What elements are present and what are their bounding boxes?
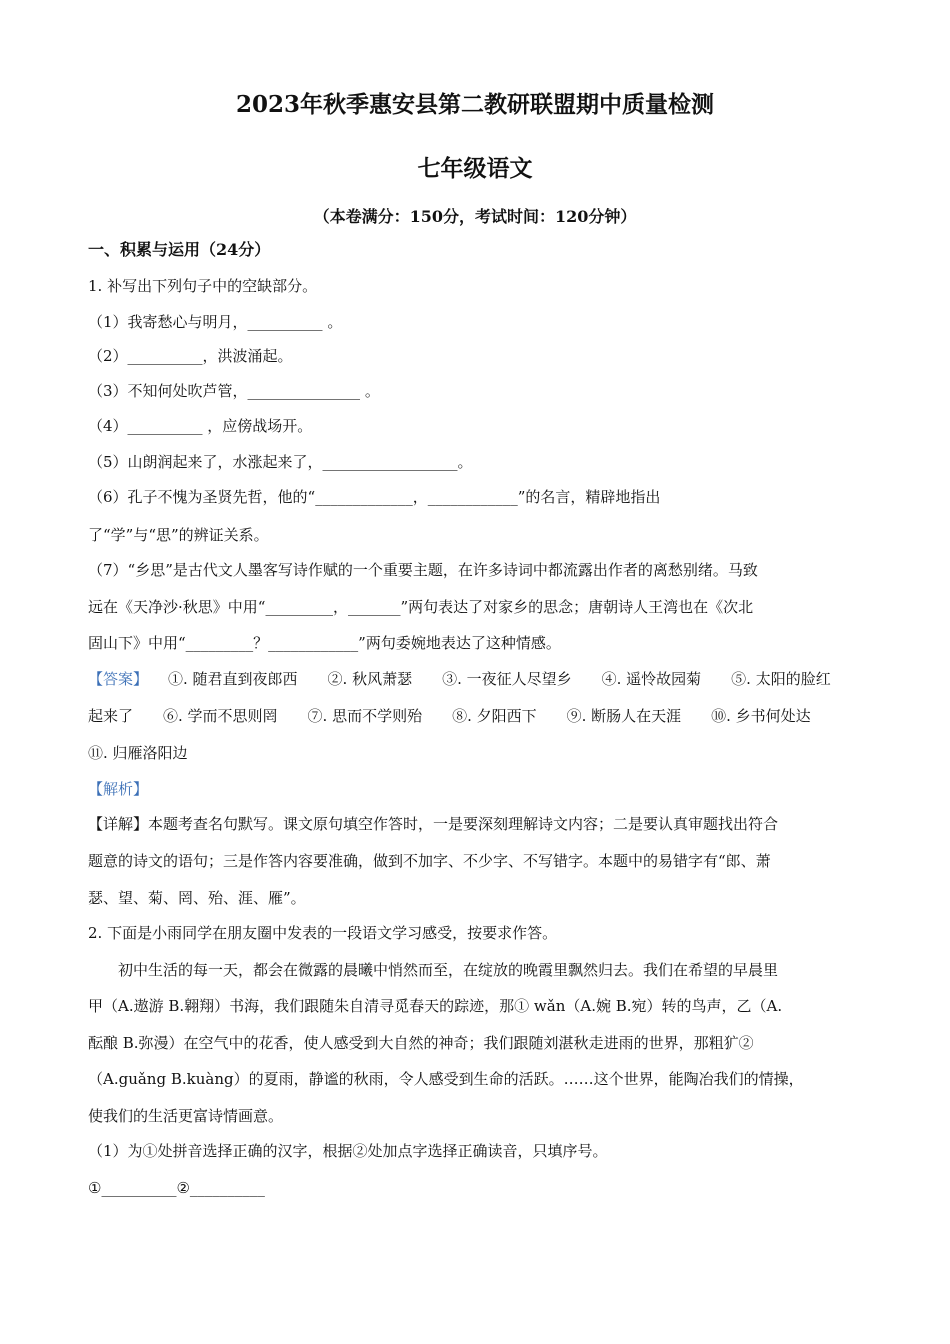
passage-line: 甲（A.遨游 B.翱翔）书海，我们跟随朱自清寻觅春天的踪迹，那① wǎn（A.婉 B.宛）转的鸟声，乙（A. bbox=[88, 997, 783, 1015]
question-1-item: （5）山朗润起来了，水涨起来了，__________________。 bbox=[88, 453, 473, 471]
answer-line bbox=[88, 669, 878, 689]
question-2-stem: 2. 下面是小雨同学在朋友圈中发表的一段语文学习感受，按要求作答。 bbox=[88, 924, 558, 942]
exam-note: （本卷满分：150分，考试时间：120分钟） bbox=[313, 207, 637, 226]
question-1-item: （2）__________，洪波涌起。 bbox=[88, 347, 293, 365]
passage-line: 使我们的生活更富诗情画意。 bbox=[88, 1107, 284, 1125]
question-1-item: （6）孔子不愧为圣贤先哲，他的“_____________，____________”的名言，精辟地指出 bbox=[88, 488, 661, 506]
question-1-item: （3）不知何处吹芦管，_______________ 。 bbox=[88, 382, 380, 400]
exam-title: 2023年秋季惠安县第二教研联盟期中质量检测 bbox=[235, 91, 714, 118]
analysis-tag: 【解析】 bbox=[88, 780, 149, 798]
answer-blanks: ①__________②__________ bbox=[88, 1179, 265, 1197]
exam-subtitle: 七年级语文 bbox=[417, 155, 533, 182]
section-heading: 一、积累与运用（24分） bbox=[88, 240, 271, 259]
question-1-item: 远在《天净沙·秋思》中用“_________，_______”两句表达了对家乡的思念；唐朝诗人王湾也在《次北 bbox=[88, 598, 754, 616]
answer-tag: 【答案】 bbox=[88, 670, 149, 688]
question-1-item: （7）“乡思”是古代文人墨客写诗作赋的一个重要主题，在许多诗词中都流露出作者的离愁别绪。马致 bbox=[88, 561, 758, 579]
question-1-item: （1）我寄愁心与明月，__________ 。 bbox=[88, 313, 343, 331]
answer-line: ⑪. 归雁洛阳边 bbox=[88, 744, 188, 762]
passage-line: 酝酿 B.弥漫）在空气中的花香，使人感受到大自然的神奇；我们跟随刘湛秋走进雨的世界，那粗犷② bbox=[88, 1034, 754, 1052]
question-1-item: （4）__________ ，应傍战场开。 bbox=[88, 417, 313, 435]
question-1-item: 了“学”与“思”的辨证关系。 bbox=[88, 526, 269, 544]
detail-line: 【详解】本题考查名句默写。课文原句填空作答时，一是要深刻理解诗文内容；二是要认真审题找出符合 bbox=[88, 815, 779, 833]
passage-line: （A.guǎng B.kuàng）的夏雨，静谧的秋雨，令人感受到生命的活跃。……这个世界，能陶冶我们的情操， bbox=[88, 1070, 804, 1088]
question-1-item: 固山下》中用“_________？____________”两句委婉地表达了这种情感。 bbox=[88, 634, 561, 652]
detail-line: 瑟、望、菊、罔、殆、涯、雁”。 bbox=[88, 889, 306, 907]
passage-line: 初中生活的每一天，都会在微露的晨曦中悄然而至，在绽放的晚霞里飘然归去。我们在希望的早晨里 bbox=[88, 961, 779, 979]
answer-text: ①. 随君直到夜郎西 ②. 秋风萧瑟 ③. 一夜征人尽望乡 ④. 遥怜故园菊 ⑤. 太阳的脸红 bbox=[168, 670, 831, 688]
question-1-stem: 1. 补写出下列句子中的空缺部分。 bbox=[88, 277, 318, 295]
answer-line: 起来了 ⑥. 学而不思则罔 ⑦. 思而不学则殆 ⑧. 夕阳西下 ⑨. 断肠人在天涯 ⑩. 乡书何处达 bbox=[88, 707, 811, 725]
detail-line: 题意的诗文的语句；三是作答内容要准确，做到不加字、不少字、不写错字。本题中的易错字有“郎、萧 bbox=[88, 852, 771, 870]
question-2-sub1: （1）为①处拼音选择正确的汉字，根据②处加点字选择正确读音，只填序号。 bbox=[88, 1142, 608, 1160]
